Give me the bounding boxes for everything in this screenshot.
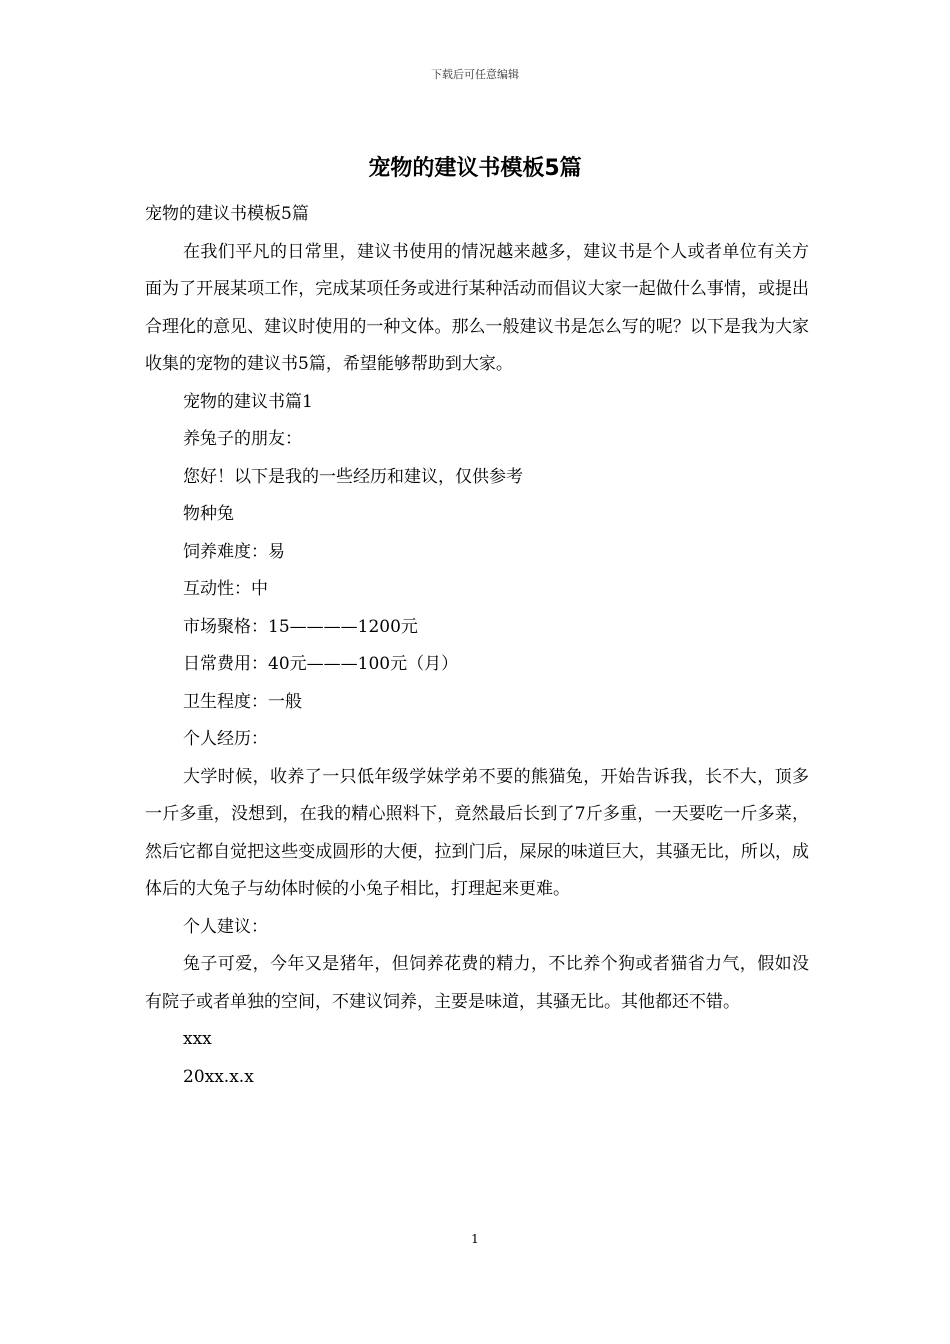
experience-heading: 个人经历： [183,729,268,749]
page-number: 1 [471,1232,479,1246]
difficulty-line: 饲养难度：易 [183,541,285,562]
intro-paragraph: 在我们平凡的日常里，建议书使用的情况越来越多，建议书是个人或者单位有关方面为了开展某项工作，完成某项任务或进行某种活动而倡议大家一起做什么事情，或提出合理化的意见、建议时使用的一种文体。那么一般建议书是怎么写的呢？以下是我为大家收集的宠物的建议书5篇，希望能够帮助到大家。 [145,241,809,374]
hygiene-line: 卫生程度：一般 [183,691,302,712]
price-line: 市场聚格：15————1200元 [183,616,418,637]
document-subtitle: 宠物的建议书模板5篇 [145,204,309,224]
greeting: 您好！以下是我的一些经历和建议，仅供参考 [183,466,523,487]
document-body [145,196,809,1096]
experience-paragraph: 大学时候，收养了一只低年级学妹学弟不要的熊猫兔，开始告诉我，长不大，顶多一斤多重，没想到，在我的精心照料下，竟然最后长到了7斤多重，一天要吃一斤多菜，然后它都自觉把这些变成圆形的大便，拉到门后，屎尿的味道巨大，其骚无比，所以，成体后的大兔子与幼体时候的小兔子相比，打理起来更难。 [145,766,809,899]
signature: xxx [183,1029,212,1049]
salutation: 养兔子的朋友： [183,429,302,449]
advice-paragraph: 兔子可爱，今年又是猪年，但饲养花费的精力，不比养个狗或者猫省力气，假如没有院子或者单独的空间，不建议饲养，主要是味道，其骚无比。其他都还不错。 [145,954,809,1012]
date-line: 20xx.x.x [183,1066,254,1087]
page-header: 下载后可任意编辑 [431,68,519,81]
advice-heading: 个人建议： [183,916,268,937]
species-line: 物种兔 [183,504,234,524]
document-title: 宠物的建议书模板5篇 [368,156,582,181]
interaction-line: 互动性：中 [183,579,268,599]
daily-cost-line: 日常费用：40元———100元（月） [183,654,459,674]
section-heading: 宠物的建议书篇1 [183,391,313,412]
